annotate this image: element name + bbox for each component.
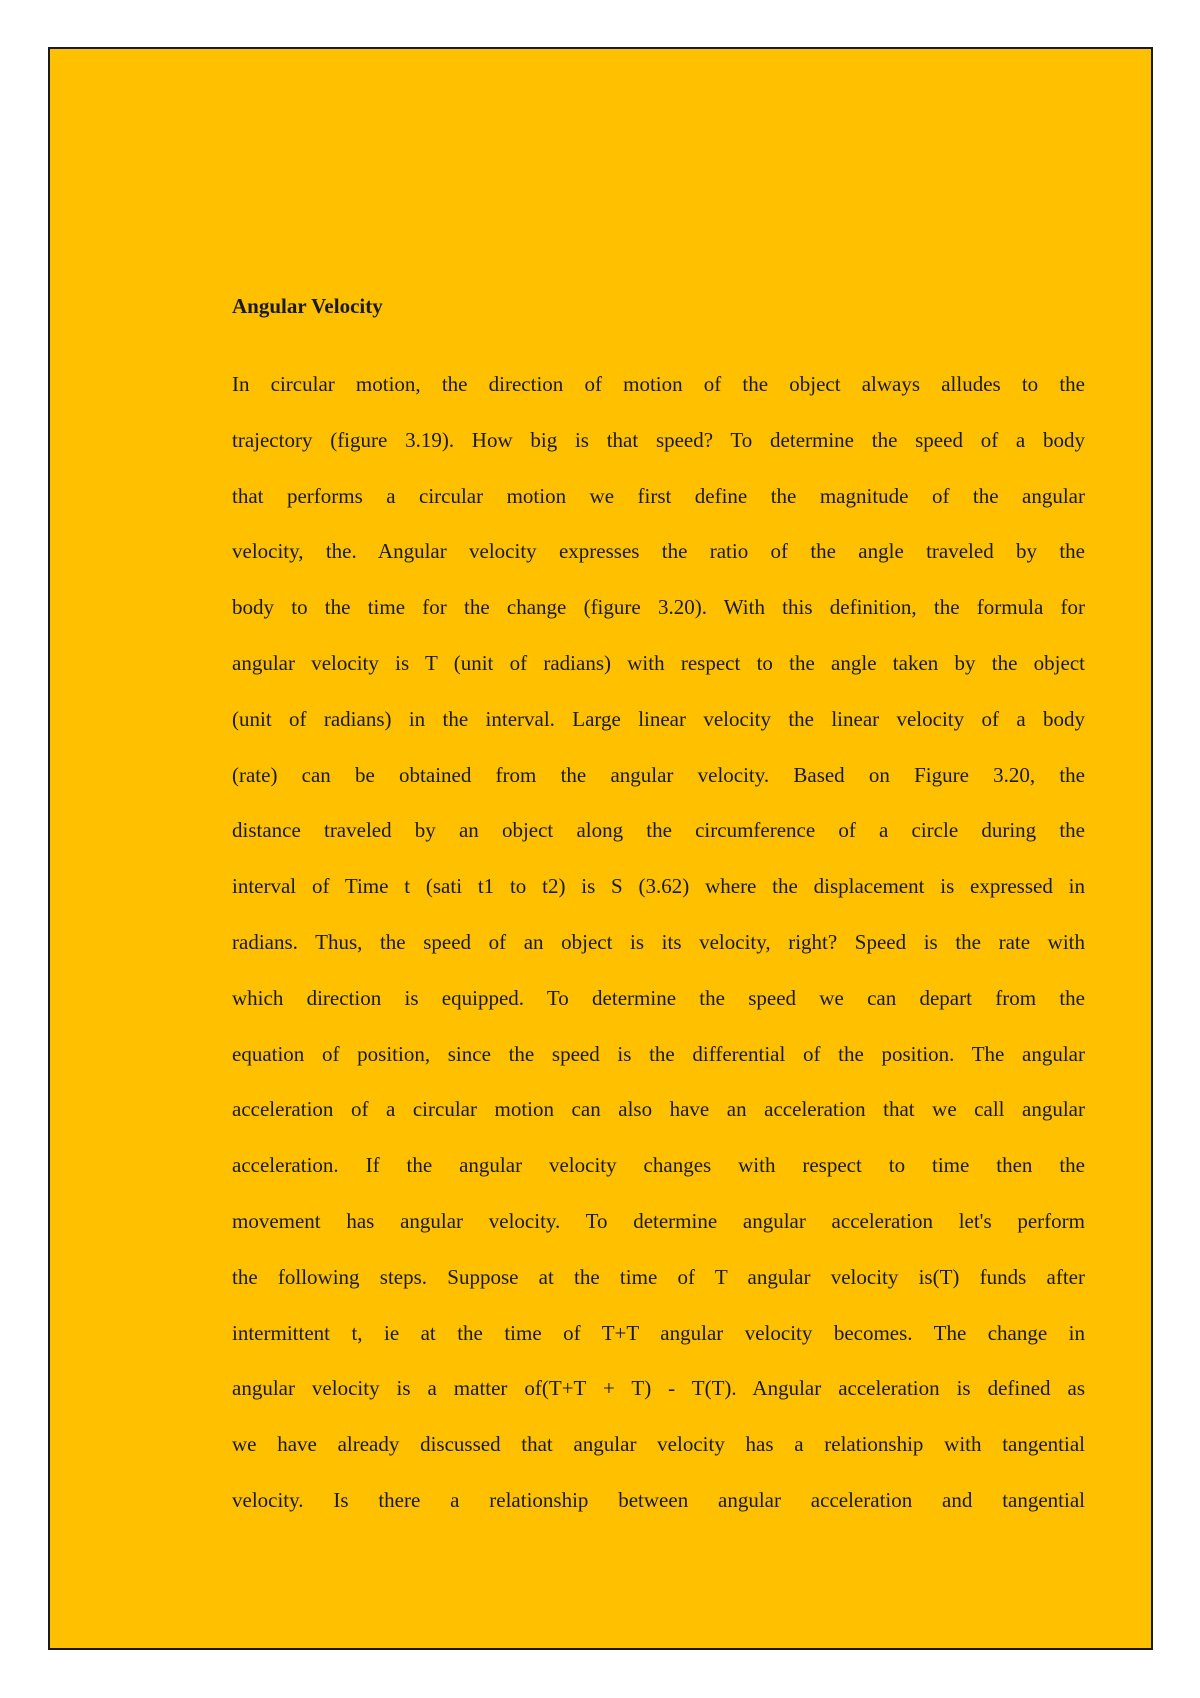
paragraph-line: (unit of radians) in the interval. Large linear velocity the linear velocity of a body: [232, 706, 1085, 731]
section-heading: Angular Velocity: [232, 294, 383, 318]
document-page: [48, 47, 1153, 1650]
paragraph-line: intermittent t, ie at the time of T+T angular velocity becomes. The change in: [232, 1320, 1085, 1345]
paragraph-line: velocity, the. Angular velocity expresses the ratio of the angle traveled by the: [232, 539, 1085, 564]
body-paragraph: [232, 357, 1085, 1529]
paragraph-line: distance traveled by an object along the circumference of a circle during the: [232, 818, 1085, 843]
paragraph-line: trajectory (figure 3.19). How big is that speed? To determine the speed of a body: [232, 427, 1085, 452]
paragraph-line: acceleration. If the angular velocity changes with respect to time then the: [232, 1153, 1085, 1178]
paragraph-line: acceleration of a circular motion can also have an acceleration that we call angular: [232, 1097, 1085, 1122]
paragraph-line: body to the time for the change (figure 3.20). With this definition, the formula for: [232, 595, 1085, 620]
paragraph-line: radians. Thus, the speed of an object is its velocity, right? Speed is the rate with: [232, 929, 1085, 954]
paragraph-line: velocity. Is there a relationship between angular acceleration and tangential: [232, 1487, 1085, 1512]
paragraph-line: angular velocity is T (unit of radians) with respect to the angle taken by the object: [232, 650, 1085, 675]
paragraph-line: that performs a circular motion we first define the magnitude of the angular: [232, 483, 1085, 508]
paragraph-line: (rate) can be obtained from the angular velocity. Based on Figure 3.20, the: [232, 762, 1085, 787]
paragraph-line: movement has angular velocity. To determine angular acceleration let's perform: [232, 1208, 1085, 1233]
paragraph-line: which direction is equipped. To determine the speed we can depart from the: [232, 985, 1085, 1010]
paragraph-line: interval of Time t (sati t1 to t2) is S (3.62) where the displacement is expressed in: [232, 874, 1085, 899]
paragraph-line: we have already discussed that angular velocity has a relationship with tangential: [232, 1432, 1085, 1457]
paragraph-line: In circular motion, the direction of motion of the object always alludes to the: [232, 372, 1085, 396]
paragraph-line: the following steps. Suppose at the time of T angular velocity is(T) funds after: [232, 1264, 1085, 1289]
document-content: [232, 293, 1085, 1529]
paragraph-line: equation of position, since the speed is the differential of the position. The angular: [232, 1041, 1085, 1066]
paragraph-line: angular velocity is a matter of(T+T + T) - T(T). Angular acceleration is defined as: [232, 1376, 1085, 1401]
